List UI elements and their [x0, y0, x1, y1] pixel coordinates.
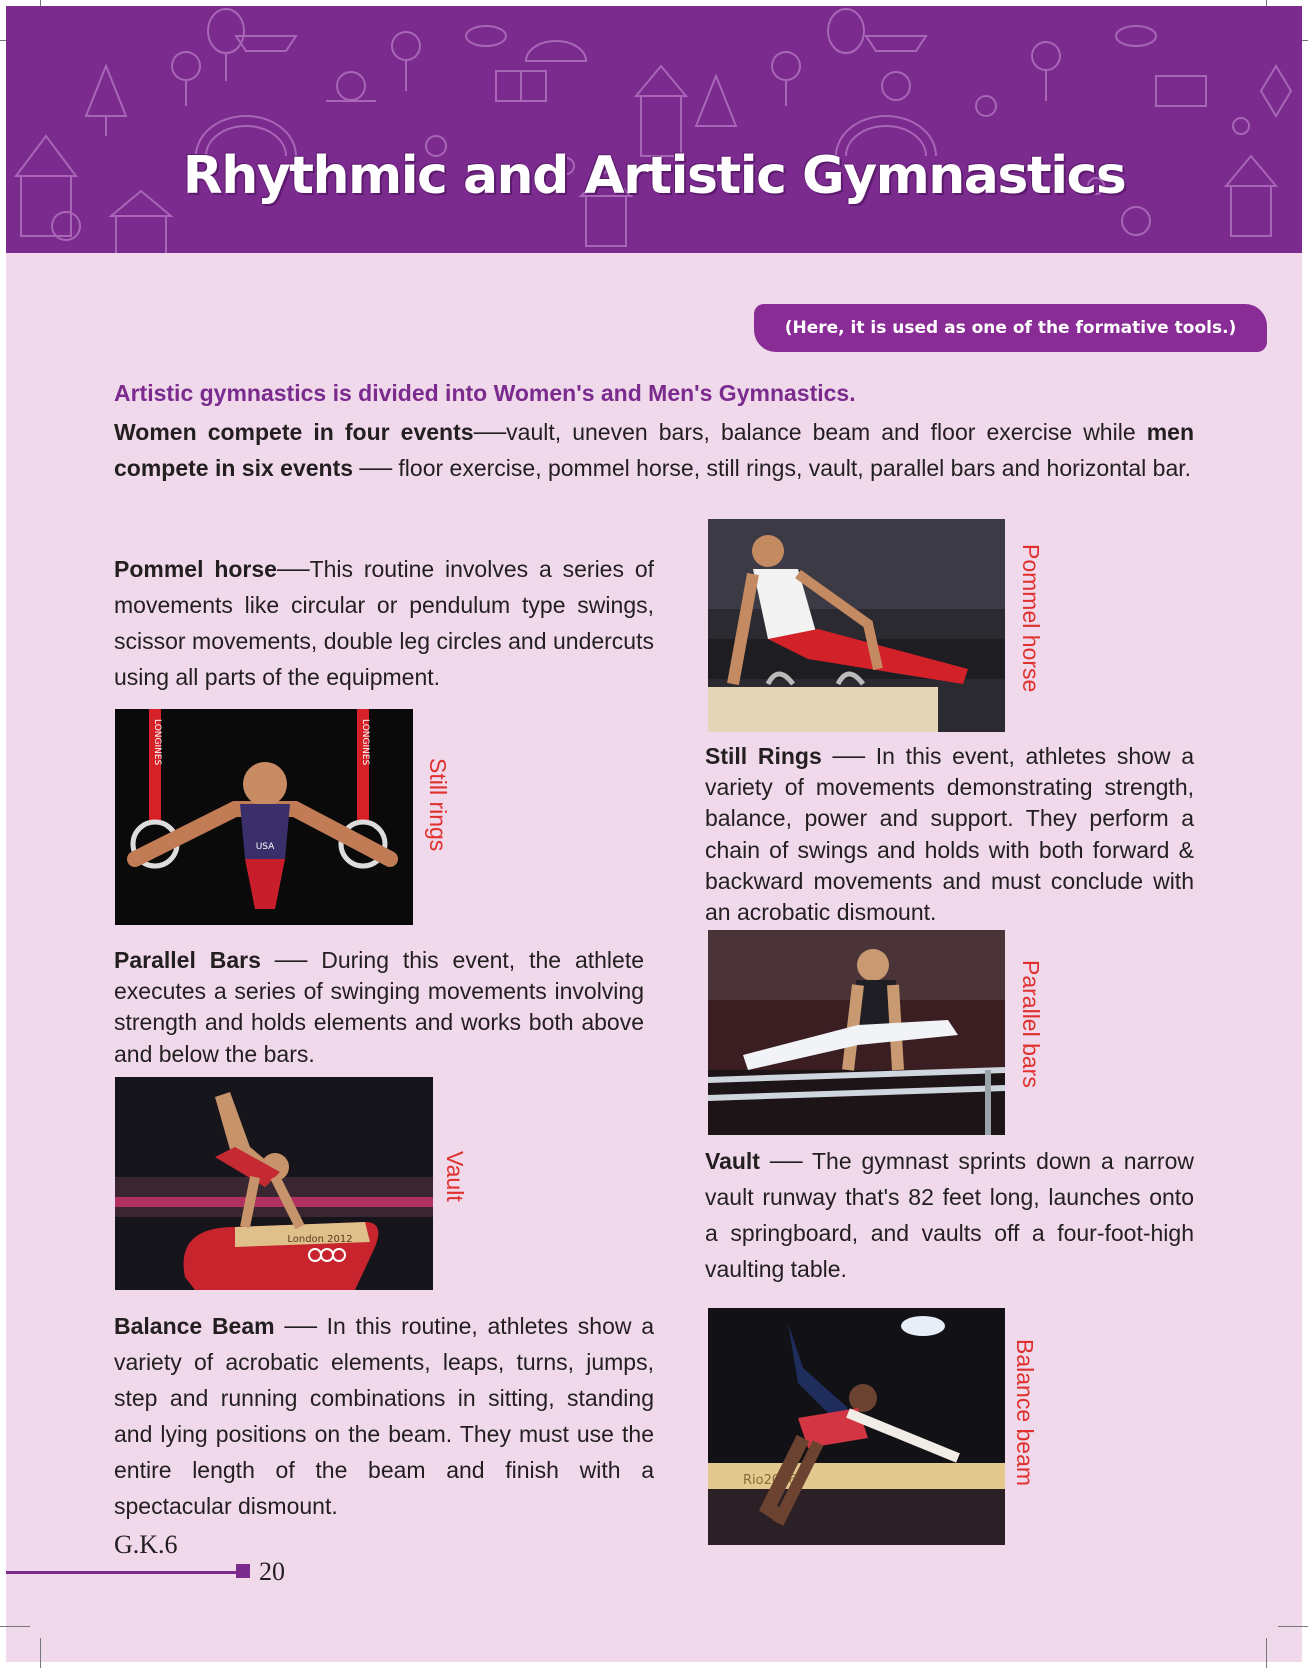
vault-text: The gymnast sprints down a narrow vault runway that's 82 feet long, launches onto a springboard, and vaults off a four-foot-high vaulting table.	[705, 1148, 1194, 1282]
intro-paragraph	[114, 414, 1194, 486]
dash: ──	[260, 947, 322, 973]
pommel-horse-caption: Pommel horse	[1018, 544, 1044, 693]
kite-icon	[1261, 66, 1291, 116]
pommel-horse-paragraph	[114, 551, 654, 695]
balance-beam-text: In this routine, athletes show a variety of acrobatic elements, leaps, turns, jumps, step and running combinations in sitting, standing and lying positions on the beam. They must use the entire length of the beam and finish with a spectacular dismount.	[114, 1313, 654, 1519]
formative-note-pill: (Here, it is used as one of the formative tools.)	[754, 304, 1267, 352]
umbrella-icon	[526, 41, 586, 61]
footer-rule	[6, 1571, 236, 1574]
balloon-icon	[828, 9, 864, 53]
snail-icon	[326, 72, 376, 101]
dash: ──	[759, 1148, 812, 1174]
still-rings-title: Still Rings	[705, 743, 822, 769]
crop-mark	[1278, 1626, 1308, 1627]
vault-caption: Vault	[442, 1151, 468, 1202]
fish-icon	[466, 26, 506, 46]
still-rings-text: In this event, athletes show a variety of movements demonstrating strength, balance, power and support. They perform a chain of swings and holds with both forward & backward movements and must conclude with an acrobatic dismount.	[705, 743, 1195, 926]
parallel-bars-title: Parallel Bars	[114, 947, 261, 973]
balloon-icon	[208, 9, 244, 81]
beam-brand-text: Rio2016	[743, 1473, 797, 1488]
page-title: Rhythmic and Artistic Gymnastics	[182, 146, 1126, 206]
boat-icon	[236, 36, 296, 51]
parallel-bars-text: During this event, the athlete executes a series of swinging movements involving strength and holds elements and works both above and below the bars.	[114, 947, 644, 1067]
parallel-bars-caption: Parallel bars	[1018, 960, 1044, 1088]
book-code: G.K.6	[114, 1530, 178, 1559]
balance-beam-paragraph	[114, 1308, 654, 1524]
doodle-pattern	[6, 6, 1302, 253]
parallel-bars-paragraph	[114, 945, 644, 1070]
balance-beam-caption: Balance beam	[1012, 1339, 1038, 1487]
rings-strap-text: LONGINES	[360, 719, 370, 766]
tree-icon	[696, 76, 736, 126]
kid-icon	[1122, 207, 1150, 235]
vault-photo	[115, 1077, 433, 1290]
tree-icon	[86, 66, 126, 136]
crop-mark	[0, 1626, 30, 1627]
snail-icon	[882, 72, 910, 100]
fish-icon	[1116, 26, 1156, 46]
women-events-text: vault, uneven bars, balance beam and floor exercise while	[506, 419, 1136, 445]
women-events-label: Women compete in four events	[114, 419, 474, 445]
rings-strap-text: LONGINES	[152, 719, 162, 766]
pommel-horse-photo	[708, 519, 1005, 732]
boat-icon	[866, 36, 926, 51]
house-icon	[636, 66, 686, 156]
footer-square-icon	[236, 1564, 250, 1578]
kid-icon	[772, 52, 800, 106]
still-rings-caption: Still rings	[425, 758, 451, 852]
dash: ──	[274, 1313, 327, 1339]
book-icon	[496, 71, 546, 101]
vault-paragraph	[705, 1143, 1194, 1287]
rings-jersey-text: USA	[255, 842, 275, 852]
crop-mark	[40, 1638, 41, 1668]
dash: ──	[473, 419, 507, 445]
kid-icon	[172, 52, 200, 106]
vault-title: Vault	[705, 1148, 760, 1174]
dash: ──	[353, 455, 399, 481]
kid-icon	[392, 32, 420, 91]
parallel-bars-photo	[708, 930, 1005, 1135]
kid-icon	[1032, 42, 1060, 101]
still-rings-photo	[115, 709, 413, 925]
men-events-text: floor exercise, pommel horse, still rings, vault, parallel bars and horizontal bar.	[398, 455, 1192, 481]
dash: ──	[276, 556, 310, 582]
balance-beam-photo	[708, 1308, 1005, 1545]
still-rings-paragraph	[705, 741, 1194, 928]
crop-mark	[1266, 1638, 1267, 1668]
page-number: 20	[259, 1557, 285, 1586]
pommel-horse-title: Pommel horse	[114, 556, 277, 582]
pommel-horse-text: This routine involves a series of movements like circular or pendulum type swings, scissor movements, double leg circles and undercuts using all parts of the equipment.	[114, 556, 655, 690]
men-events-label: men compete in six events	[114, 419, 1194, 481]
dash: ──	[821, 743, 876, 769]
header-banner	[6, 6, 1302, 253]
balance-beam-title: Balance Beam	[114, 1313, 275, 1339]
intro-lead: Artistic gymnastics is divided into Women's and Men's Gymnastics.	[114, 380, 856, 406]
vault-brand-text: London 2012	[287, 1234, 353, 1245]
book-icon	[1156, 76, 1206, 106]
